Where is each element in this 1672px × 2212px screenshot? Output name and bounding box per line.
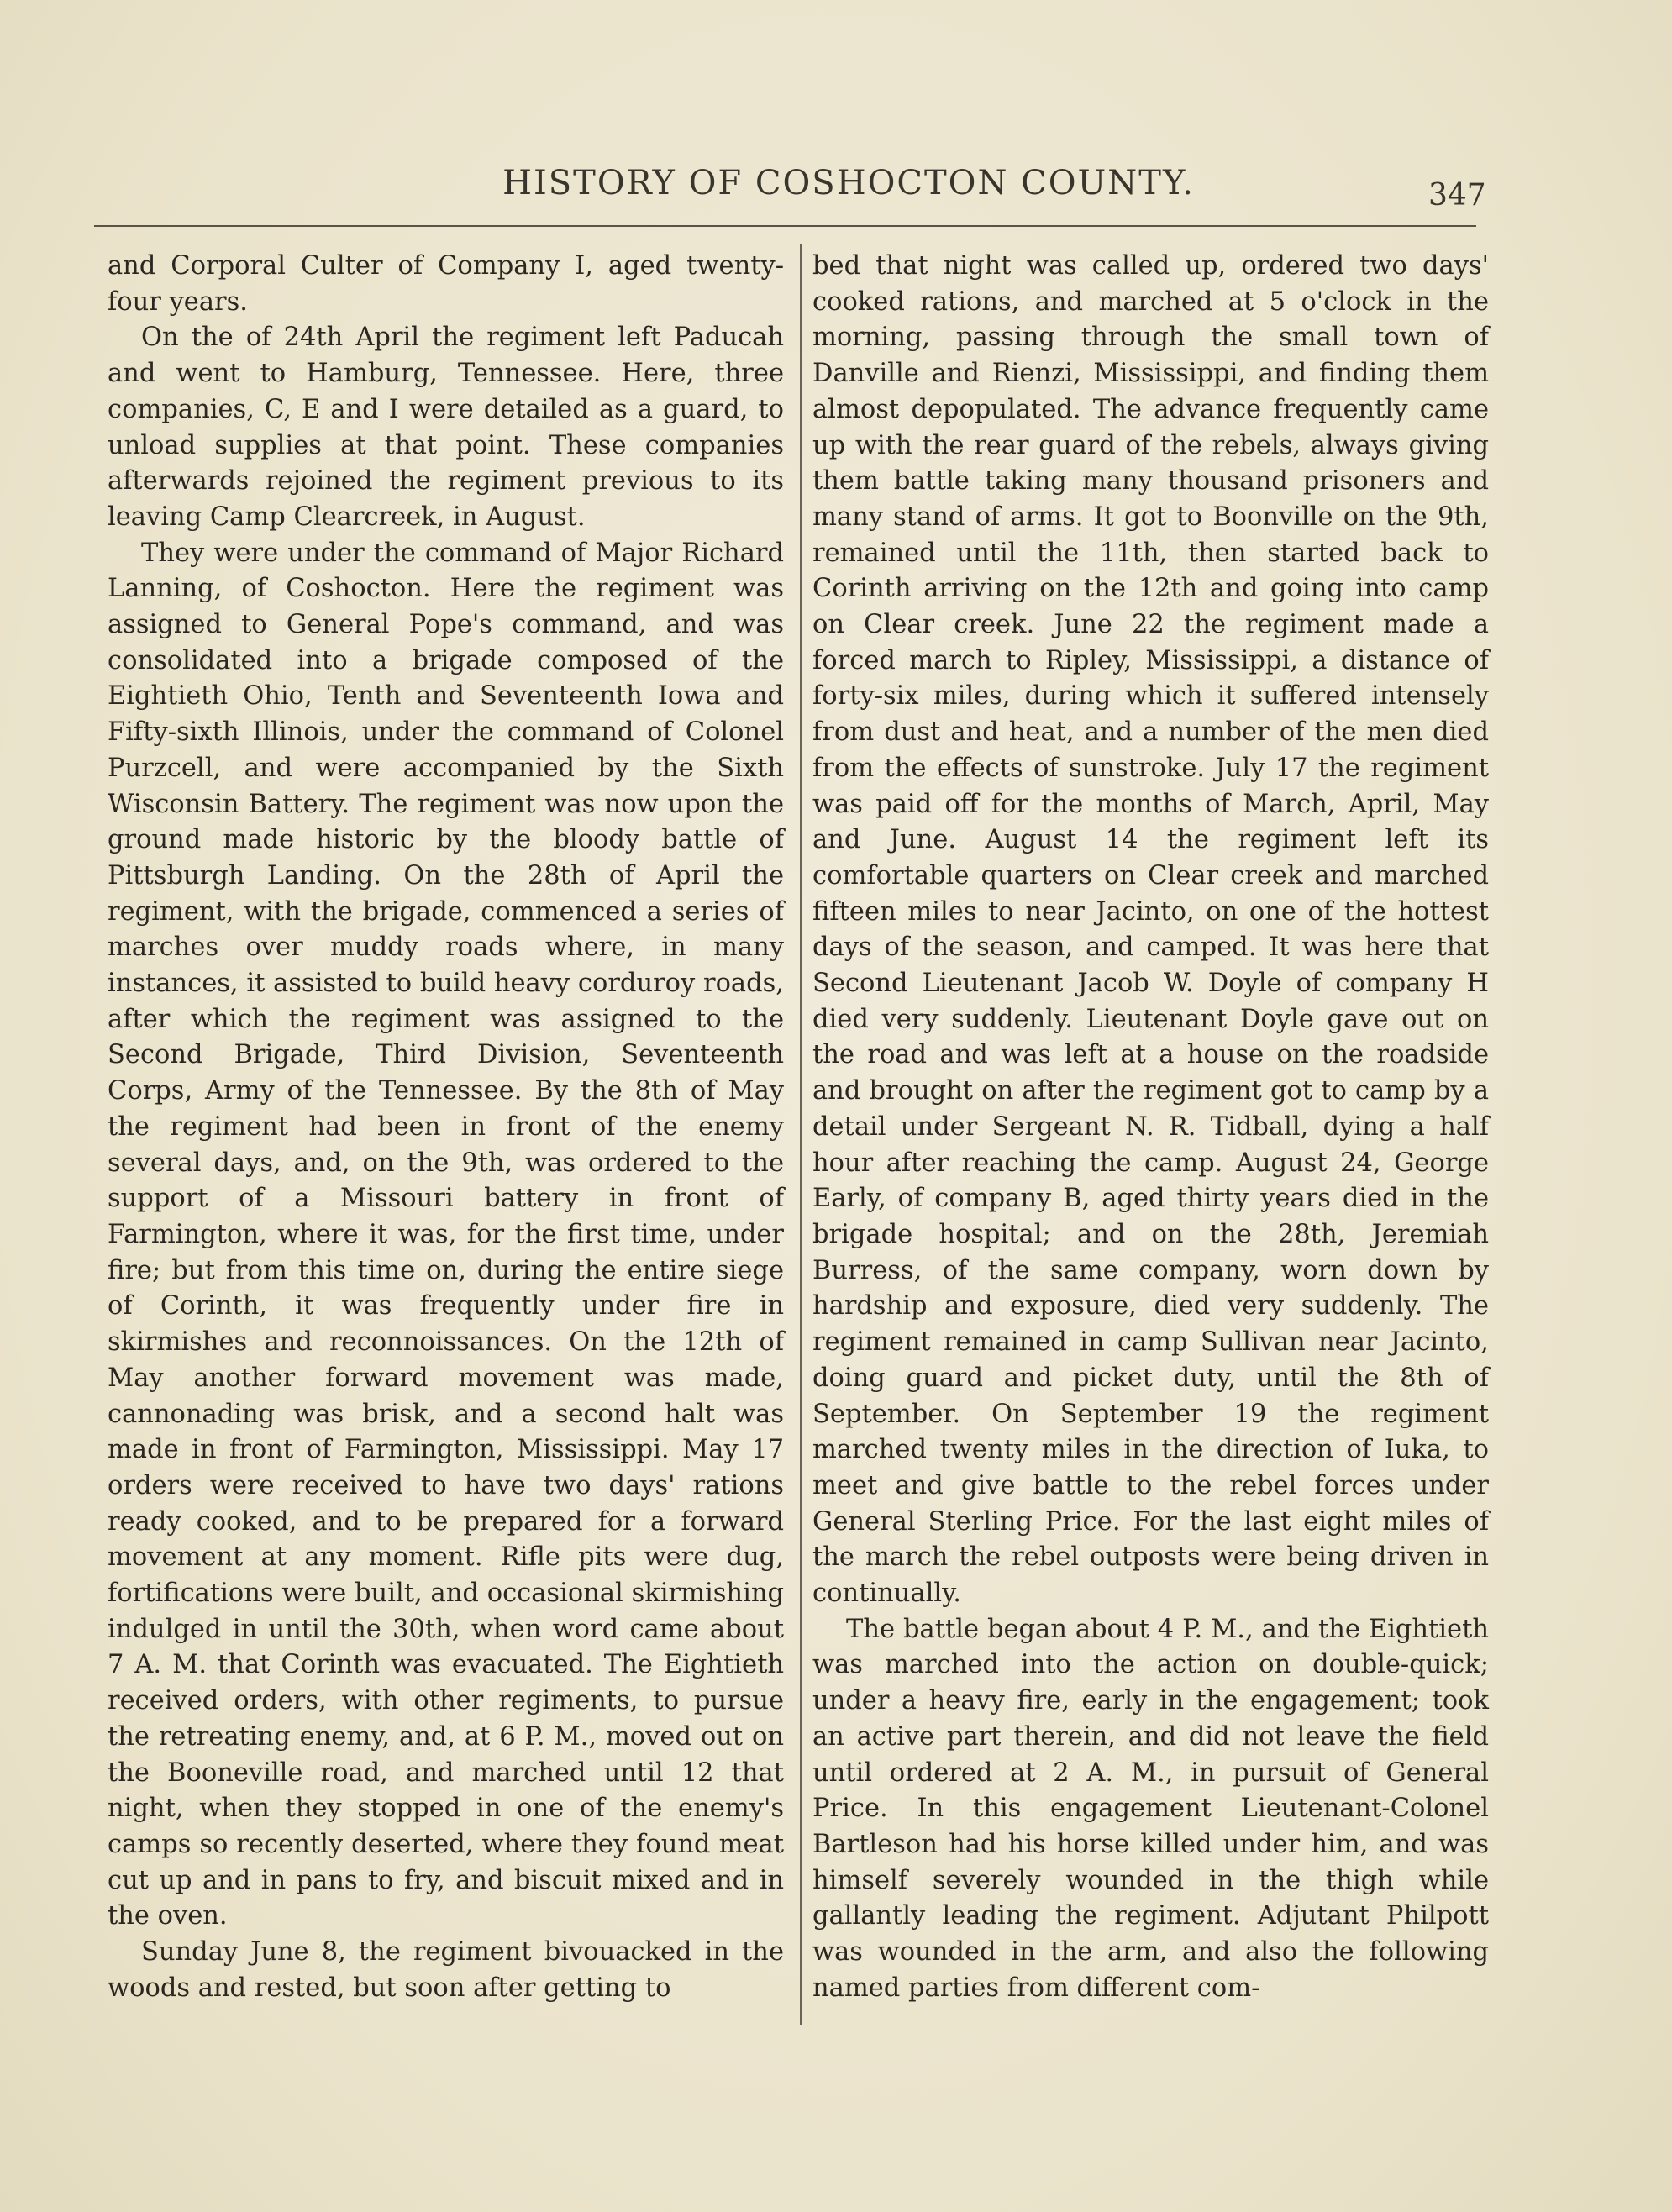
paragraph: They were under the command of Major Richard Lanning, of Coshocton. Here the regiment was assigned to General Pope's command, and was consolidated into a brigade composed of the Eightieth Ohio, Tenth and Seventeenth Iowa and Fifty-sixth Illinois, under the command of Colonel Purzcell, and were accompanied by the Sixth Wisconsin Battery. The regiment was now upon the ground made historic by the bloody battle of Pittsburgh Landing. On the 28th of April the regiment, with the brigade, commenced a series of marches over muddy roads where, in many instances, it assisted to build heavy corduroy roads, after which the regiment was assigned to the Second Brigade, Third Division, Seventeenth Corps, Army of the Tennessee. By the 8th of May the regiment had been in front of the enemy several days, and, on the 9th, was ordered to the support of a Missouri battery in front of Farmington, where it was, for the first time, under fire; but from this time on, during the entire siege of Corinth, it was frequently under fire in skirmishes and reconnoissances. On the 12th of May another forward movement was made, cannonading was brisk, and a second halt was made in front of Farmington, Mississippi. May 17 orders were received to have two days' rations ready cooked, and to be prepared for a forward movement at any moment. Rifle pits were dug, fortifications were built, and occasional skirmishing indulged in until the 30th, when word came about 7 A. M. that Corinth was evacuated. The Eightieth received orders, with other regiments, to pursue the retreating enemy, and, at 6 P. M., moved out on the Booneville road, and marched until 12 that night, when they stopped in one of the enemy's camps so recently deserted, where they found meat cut up and in pans to fry, and biscuit mixed and in the oven. (108, 538, 784, 1931)
paragraph: The battle began about 4 P. M., and the Eightieth was marched into the action on double-quick; under a heavy fire, early in the engagement; took an active part therein, and did not leave the field until ordered at 2 A. M., in pursuit of General Price. In this engagement Lieutenant-Colonel Bartleson had his horse killed under him, and was himself severely wounded in the thigh while gallantly leading the regiment. Adjutant Philpott was wounded in the arm, and also the following named parties from different com- (812, 1614, 1489, 2003)
paragraph: and Corporal Culter of Company I, aged twenty-four years. (108, 251, 784, 317)
header-rule (94, 225, 1476, 227)
right-column (812, 249, 1489, 2006)
column-divider (800, 244, 802, 2025)
paragraph: On the of 24th April the regiment left Paducah and went to Hamburg, Tennessee. Here, three companies, C, E and I were detailed as a guard, to unload supplies at that point. These companies afterwards rejoined the regiment previous to its leaving Camp Clearcreek, in August. (108, 323, 784, 532)
page-number: 347 (1428, 178, 1486, 213)
paragraph: Sunday June 8, the regiment bivouacked in the woods and rested, but soon after getting to (108, 1937, 784, 2003)
left-column (108, 249, 784, 2006)
paragraph: bed that night was called up, ordered two days' cooked rations, and marched at 5 o'clock in the morning, passing through the small town of Danville and Rienzi, Mississippi, and finding them almost depopulated. The advance frequently came up with the rear guard of the rebels, always giving them battle taking many thousand prisoners and many stand of arms. It got to Boonville on the 9th, remained until the 11th, then started back to Corinth arriving on the 12th and going into camp on Clear creek. June 22 the regiment made a forced march to Ripley, Mississippi, a distance of forty-six miles, during which it suffered intensely from dust and heat, and a number of the men died from the effects of sunstroke. July 17 the regiment was paid off for the months of March, April, May and June. August 14 the regiment left its comfortable quarters on Clear creek and marched fifteen miles to near Jacinto, on one of the hottest days of the season, and camped. It was here that Second Lieutenant Jacob W. Doyle of company H died very suddenly. Lieutenant Doyle gave out on the road and was left at a house on the roadside and brought on after the regiment got to camp by a detail under Sergeant N. R. Tidball, dying a half hour after reaching the camp. August 24, George Early, of company B, aged thirty years died in the brigade hospital; and on the 28th, Jeremiah Burress, of the same company, worn down by hardship and exposure, died very suddenly. The regiment remained in camp Sullivan near Jacinto, doing guard and picket duty, until the 8th of September. On September 19 the regiment marched twenty miles in the direction of Iuka, to meet and give battle to the rebel forces under General Sterling Price. For the last eight miles of the march the rebel outposts were being driven in continually. (812, 251, 1489, 1609)
running-header-title: HISTORY OF COSHOCTON COUNTY. (502, 164, 1195, 202)
